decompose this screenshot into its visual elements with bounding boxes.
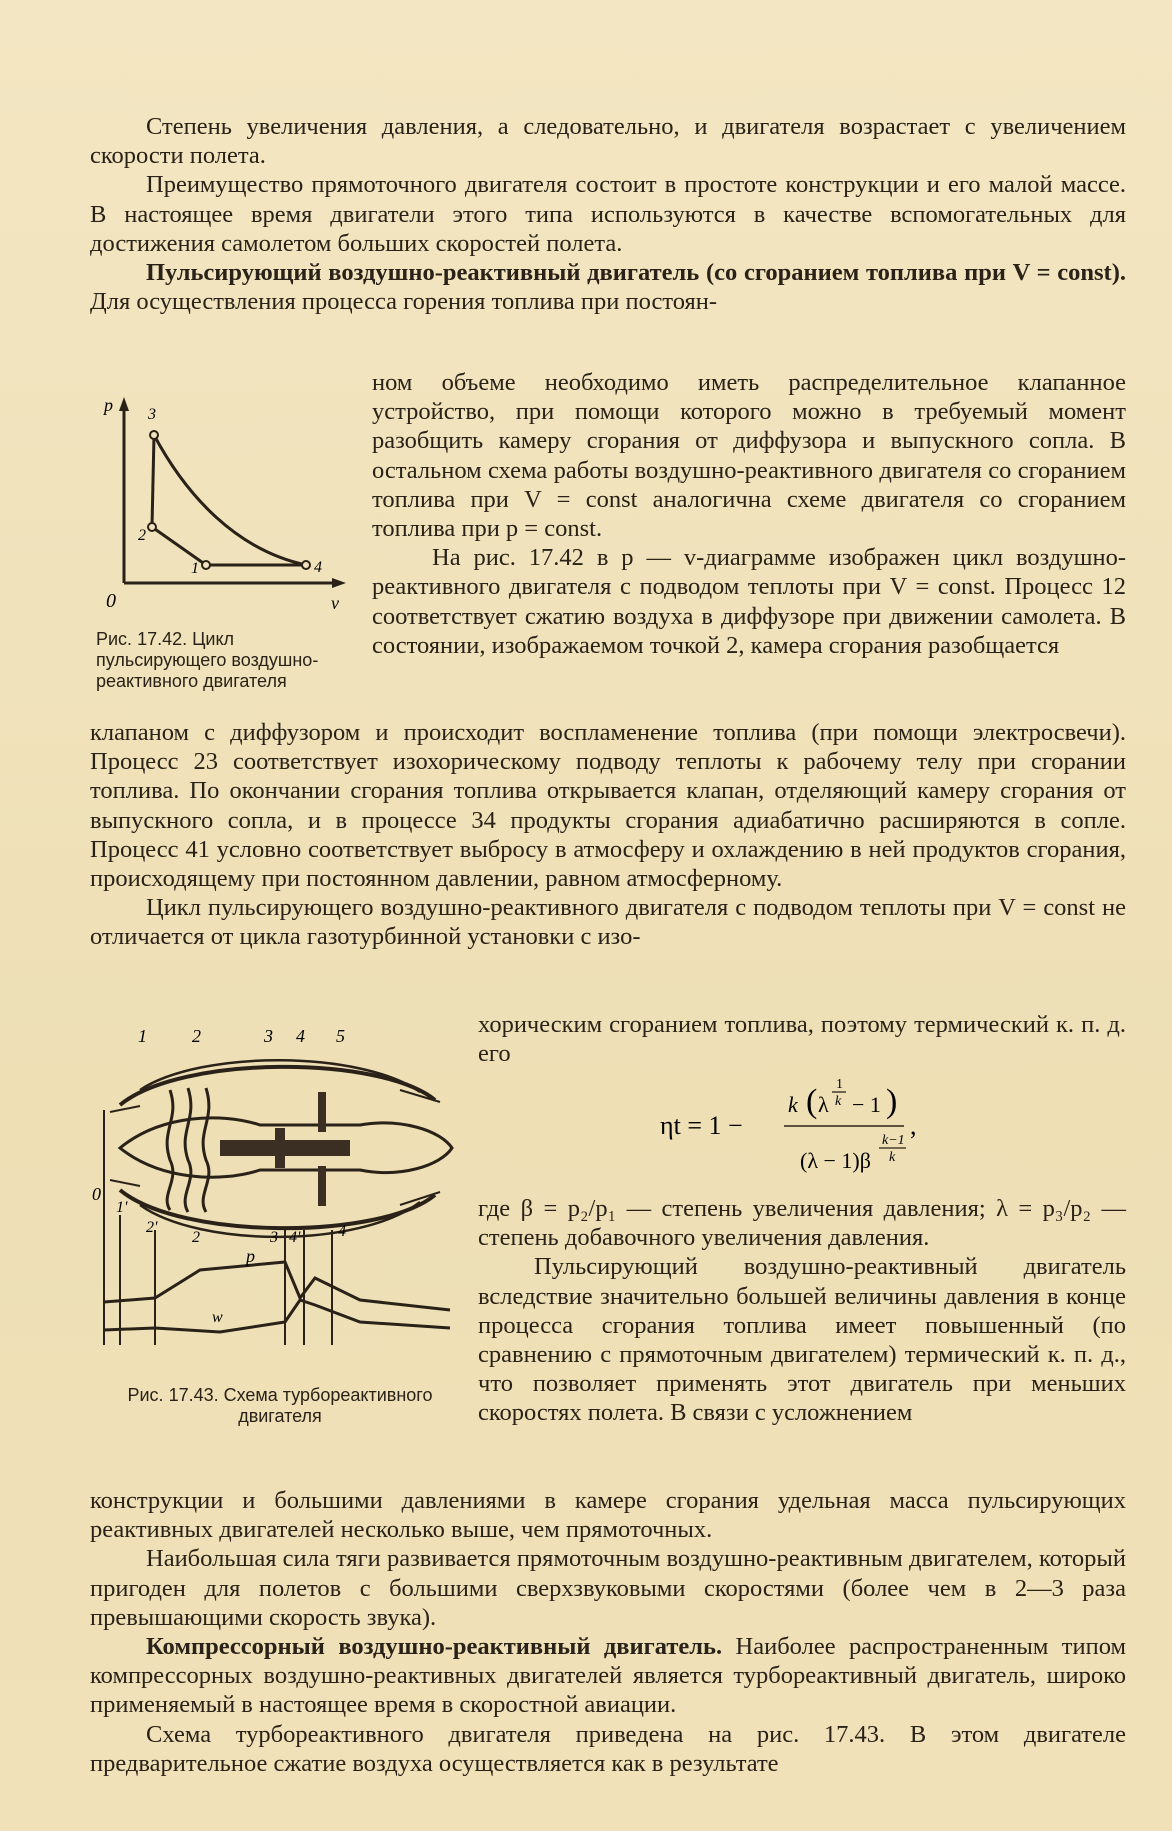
label-1: 1	[191, 560, 199, 577]
paragraph-3-head	[90, 258, 1126, 316]
formula-den-exp-den: k	[889, 1150, 896, 1165]
compressor-stage-1	[167, 1090, 173, 1210]
paragraph-4-wrap: На рис. 17.42 в p — v-диаграмме изображен цикл воздушно-реактивного двигателя с подводом теплоты при V = const. Процесс 12 соответствует сжатию воздуха в диффузоре при движении самолета. В состоянии, изображаемом точкой 2, камера сгорания разобщается	[372, 544, 1126, 659]
shaft-flange	[275, 1128, 285, 1168]
formula-comma: ,	[910, 1111, 917, 1140]
formula-thermal-efficiency	[660, 1068, 960, 1188]
paragraph-4-full: клапаном с диффузором и происходит воспламенение топлива (при помощи электросвечи). Процесс 23 соответствует изохорическому подводу теплоты к рабочему телу при сгорании топлива. По окончании сгорания топлива открывается клапан, отделяющий камеру сгорания от выпускного сопла, и в процессе 34 продукты сгорания адиабатично расширяются в сопле. Процесс 41 условно соответствует выбросу в атмосферу и охлаждению в ней продуктов сгорания, происходящему при постоянном давлении, равном атмосферному.	[90, 719, 1126, 893]
label-p-curve: p	[246, 1246, 255, 1266]
casing-top	[120, 1067, 435, 1105]
figure-17-43-caption: Рис. 17.43. Схема турбореактивного двигателя	[127, 1385, 433, 1426]
turbine-top	[318, 1092, 326, 1132]
point-3	[150, 431, 158, 439]
formula-minus-one: − 1	[852, 1092, 881, 1117]
bottom-label-4: 4	[338, 1223, 346, 1240]
compressor-stage-3	[203, 1088, 209, 1212]
bottom-label-2: 2	[192, 1229, 200, 1246]
top-label-4: 4	[296, 1026, 305, 1046]
formula-paren-left: (	[806, 1083, 818, 1120]
paragraph-7-wrap: Пульсирующий воздушно-реактивный двигатель вследствие значительно большей величины давления в конце процесса сгорания топлива имеет повышенный (по сравнению с прямоточным двигателем) термический к. п. д., что позволяет применять этот двигатель при меньших скоростях полета. В связи с усложнением	[478, 1253, 1126, 1427]
text-block-bottom	[90, 1486, 1126, 1778]
figure-17-43	[92, 1026, 470, 1470]
top-label-1: 1	[138, 1026, 147, 1046]
top-label-2: 2	[192, 1026, 201, 1046]
point-2	[148, 523, 156, 531]
figure-17-42-caption: Рис. 17.42. Цикл пульсирующего воздушно-реактивного двигателя	[96, 629, 319, 691]
formula-lambda: λ	[818, 1092, 829, 1117]
paragraph-5-full: Цикл пульсирующего воздушно-реактивного двигателя с подводом теплоты при V = const не отличается от цикла газотурбинной установки с изо-	[90, 894, 1126, 951]
formula-k: k	[788, 1092, 798, 1117]
text-block-wrap-2	[478, 1010, 1126, 1068]
formula-exp-num: 1	[836, 1077, 843, 1092]
top-label-3: 3	[264, 1026, 273, 1046]
paragraph-2: Преимущество прямоточного двигателя состоит в простоте конструкции и его малой массе. В настоящее время двигатели этого типа используются в качестве вспомогательных для достижения самолетом больших скоростей полета.	[90, 171, 1126, 257]
compressor-stage-2	[185, 1088, 191, 1212]
formula-den-exp-num: k−1	[882, 1133, 905, 1148]
paragraph-10: Схема турбореактивного двигателя приведена на рис. 17.43. В этом двигателе предварительное сжатие воздуха осуществляется как в результате	[90, 1720, 1126, 1777]
top-label-5: 5	[336, 1026, 345, 1046]
label-w-curve: w	[212, 1309, 223, 1326]
paragraph-9	[90, 1632, 1126, 1720]
formula-svg	[660, 1068, 960, 1188]
label-2: 2	[138, 527, 146, 544]
paragraph-8: Наибольшая сила тяги развивается прямоточным воздушно-реактивным двигателем, который пригоден для полетов с большими сверхзвуковыми скоростями (более чем в 2—3 раза превышающими скорость звука).	[90, 1545, 1126, 1631]
paragraph-6-wrap: где β = p₂/p₁ — степень увеличения давления; λ = p₃/p₂ — степень добавочного увеличения давления.	[478, 1195, 1126, 1252]
text-block-wrap-3	[478, 1194, 1126, 1428]
label-origin: 0	[106, 590, 116, 612]
point-1	[202, 561, 210, 569]
bottom-label-2p: 2'	[146, 1219, 158, 1236]
v-axis-arrow	[332, 578, 346, 588]
inlet-arrow-top	[110, 1106, 140, 1112]
paragraph-9-rest: Наиболее распространенным типом компрессорных воздушно-реактивных двигателей является турбореактивный двигатель, широко применяемый в настоящее время в скоростной авиации.	[90, 1633, 1126, 1719]
label-4: 4	[314, 559, 322, 576]
label-3: 3	[148, 406, 156, 423]
formula-paren-right: )	[886, 1083, 898, 1120]
label-origin-43: 0	[92, 1184, 101, 1204]
formula-exp-den: k	[835, 1094, 842, 1109]
formula-denominator: (λ − 1)β	[800, 1148, 871, 1173]
heading-pulse-engine: Пульсирующий воздушно-реактивный двигатель (со сгоранием топлива при V = const).	[146, 259, 1126, 287]
bottom-label-3: 3	[270, 1229, 278, 1246]
bottom-label-4p: 4'	[289, 1229, 301, 1246]
paragraph-1: Степень увеличения давления, а следовательно, и двигателя возрастает с увеличением скорости полета.	[90, 113, 1126, 170]
figure-17-42	[96, 385, 356, 695]
heading-compressor-engine: Компрессорный воздушно-реактивный двигатель.	[146, 1633, 723, 1661]
paragraph-7-full: конструкции и большими давлениями в камере сгорания удельная масса пульсирующих реактивных двигателей несколько выше, чем прямоточных.	[90, 1487, 1126, 1544]
paragraph-5-wrap: хорическим сгоранием топлива, поэтому термический к. п. д. его	[478, 1011, 1126, 1068]
point-4	[302, 561, 310, 569]
text-block-top	[90, 112, 1126, 316]
p-axis-arrow	[119, 397, 129, 411]
inlet-arrow-bottom	[110, 1180, 140, 1186]
paragraph-3-first-line: Для осуществления процесса горения топлива при постоян-	[90, 288, 718, 316]
pv-diagram	[96, 385, 356, 620]
text-block-middle	[90, 718, 1126, 952]
bottom-label-1p: 1'	[116, 1199, 128, 1216]
turbojet-diagram	[92, 1026, 470, 1370]
formula-lhs: ηt = 1 −	[660, 1111, 743, 1140]
label-p: p	[104, 395, 113, 415]
text-block-wrap-1	[372, 368, 1126, 660]
label-v: v	[331, 593, 339, 613]
paragraph-3-wrap: ном объеме необходимо иметь распределительное клапанное устройство, при помощи которого можно в требуемый момент разобщить камеру сгорания от диффузора и выпускного сопла. В остальном схема работы воздушно-реактивного двигателя со сгоранием топлива при V = const аналогична схеме двигателя со сгоранием топлива при p = const.	[372, 369, 1126, 543]
process-23-line	[152, 435, 154, 527]
turbine-bottom	[318, 1166, 326, 1206]
